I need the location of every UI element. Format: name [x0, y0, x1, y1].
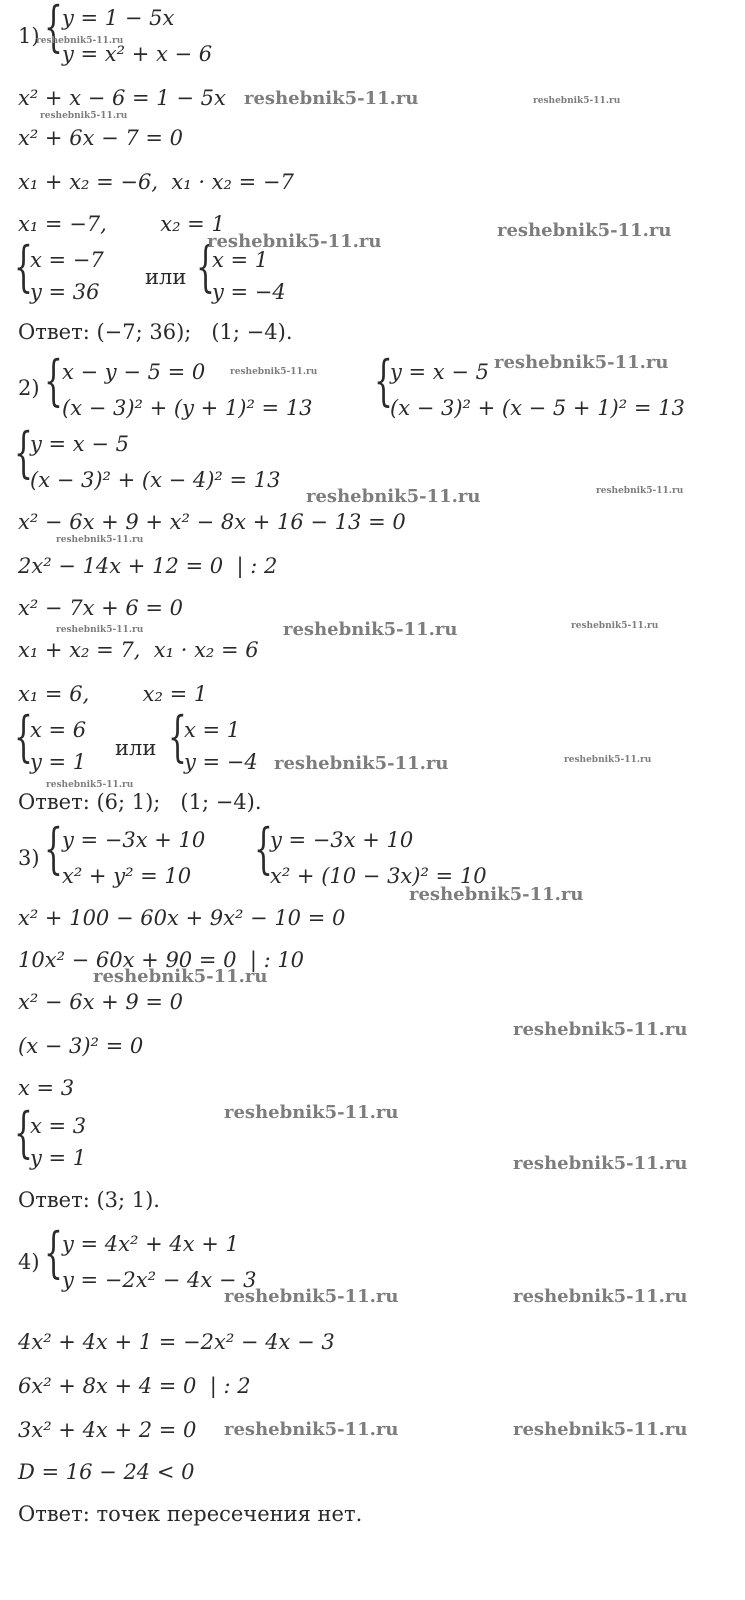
- problem-1-case1-y: y = 36: [30, 280, 100, 304]
- watermark: reshebnik5-11.ru: [409, 884, 584, 905]
- problem-1-system-eq2: y = x² + x − 6: [62, 42, 213, 66]
- problem-4-system-eq1: y = 4x² + 4x + 1: [62, 1232, 239, 1256]
- watermark: reshebnik5-11.ru: [224, 1286, 399, 1307]
- problem-2-case2-brace: {: [168, 705, 187, 768]
- problem-4-step-3: 3x² + 4x + 2 = 0: [18, 1418, 197, 1442]
- watermark: reshebnik5-11.ru: [274, 753, 449, 774]
- problem-1-step-1: x² + x − 6 = 1 − 5x: [18, 86, 226, 110]
- problem-3-system-eq1: y = −3x + 10: [62, 828, 206, 852]
- problem-2-system-c-eq2: (x − 3)² + (x − 4)² = 13: [30, 468, 281, 492]
- watermark: reshebnik5-11.ru: [513, 1286, 688, 1307]
- watermark: reshebnik5-11.ru: [207, 231, 382, 252]
- problem-4-answer: Ответ: точек пересечения нет.: [18, 1502, 363, 1526]
- problem-3-step-1: x² + 100 − 60x + 9x² − 10 = 0: [18, 906, 346, 930]
- watermark: reshebnik5-11.ru: [230, 367, 318, 377]
- problem-2-or: или: [115, 736, 157, 760]
- problem-3-step-3: x² − 6x + 9 = 0: [18, 990, 184, 1014]
- problem-2-system-b-brace: {: [374, 349, 393, 412]
- watermark: reshebnik5-11.ru: [56, 625, 144, 635]
- watermark: reshebnik5-11.ru: [533, 96, 621, 106]
- problem-3-answer: Ответ: (3; 1).: [18, 1188, 160, 1212]
- problem-2-system-b-eq1: y = x − 5: [390, 360, 489, 384]
- watermark: reshebnik5-11.ru: [283, 619, 458, 640]
- watermark: reshebnik5-11.ru: [40, 111, 128, 121]
- problem-1-system-brace: {: [44, 0, 63, 58]
- problem-1-case2-x: x = 1: [212, 248, 269, 272]
- problem-2-case2-y: y = −4: [184, 750, 258, 774]
- watermark: reshebnik5-11.ru: [36, 36, 124, 46]
- problem-2-system-c-brace: {: [14, 421, 33, 484]
- problem-4-step-4: D = 16 − 24 < 0: [18, 1460, 195, 1484]
- problem-4-system-eq2: y = −2x² − 4x − 3: [62, 1268, 257, 1292]
- watermark: reshebnik5-11.ru: [596, 486, 684, 496]
- problem-2-step-4: x₁ + x₂ = 7, x₁ · x₂ = 6: [18, 638, 259, 662]
- problem-2-step-2: 2x² − 14x + 12 = 0 | : 2: [18, 554, 278, 578]
- problem-1-step-3: x₁ + x₂ = −6, x₁ · x₂ = −7: [18, 170, 294, 194]
- problem-3-step-4: (x − 3)² = 0: [18, 1034, 144, 1058]
- watermark: reshebnik5-11.ru: [224, 1102, 399, 1123]
- problem-2-case2-x: x = 1: [184, 718, 241, 742]
- problem-3-case1-y: y = 1: [30, 1146, 87, 1170]
- problem-1-step-4: x₁ = −7, x₂ = 1: [18, 212, 225, 236]
- problem-2-system-b-eq2: (x − 3)² + (x − 5 + 1)² = 13: [390, 396, 685, 420]
- problem-2-system-c-eq1: y = x − 5: [30, 432, 129, 456]
- watermark: reshebnik5-11.ru: [513, 1419, 688, 1440]
- problem-2-system-eq1: x − y − 5 = 0: [62, 360, 206, 384]
- problem-3-step-2: 10x² − 60x + 90 = 0 | : 10: [18, 948, 305, 972]
- watermark: reshebnik5-11.ru: [571, 621, 659, 631]
- problem-1-case1-x: x = −7: [30, 248, 104, 272]
- problem-3-system-eq2: x² + y² = 10: [62, 864, 192, 888]
- watermark: reshebnik5-11.ru: [244, 88, 419, 109]
- problem-3-case1-brace: {: [14, 1101, 33, 1164]
- problem-1-case2-brace: {: [196, 235, 215, 298]
- problem-3-system-brace: {: [44, 817, 63, 880]
- problem-1-case2-y: y = −4: [212, 280, 286, 304]
- watermark: reshebnik5-11.ru: [306, 486, 481, 507]
- problem-3-system-b-brace: {: [254, 817, 273, 880]
- problem-4-step-2: 6x² + 8x + 4 = 0 | : 2: [18, 1374, 251, 1398]
- problem-4-step-1: 4x² + 4x + 1 = −2x² − 4x − 3: [18, 1330, 335, 1354]
- problem-4-number: 4): [18, 1250, 40, 1274]
- problem-2-number: 2): [18, 376, 40, 400]
- problem-3-step-5: x = 3: [18, 1076, 75, 1100]
- watermark: reshebnik5-11.ru: [224, 1419, 399, 1440]
- watermark: reshebnik5-11.ru: [56, 535, 144, 545]
- problem-4-system-brace: {: [44, 1221, 63, 1284]
- problem-1-answer: Ответ: (−7; 36); (1; −4).: [18, 320, 293, 344]
- problem-1-step-2: x² + 6x − 7 = 0: [18, 126, 184, 150]
- watermark: reshebnik5-11.ru: [513, 1019, 688, 1040]
- problem-1-case1-brace: {: [14, 235, 33, 298]
- watermark: reshebnik5-11.ru: [93, 966, 268, 987]
- problem-3-system-b-eq1: y = −3x + 10: [270, 828, 414, 852]
- problem-2-system-eq2: (x − 3)² + (y + 1)² = 13: [62, 396, 313, 420]
- watermark: reshebnik5-11.ru: [564, 755, 652, 765]
- watermark: reshebnik5-11.ru: [494, 352, 669, 373]
- problem-2-case1-y: y = 1: [30, 750, 87, 774]
- problem-1-number: 1): [18, 24, 40, 48]
- problem-1-or: или: [145, 265, 187, 289]
- problem-2-step-1: x² − 6x + 9 + x² − 8x + 16 − 13 = 0: [18, 510, 406, 534]
- problem-2-step-5: x₁ = 6, x₂ = 1: [18, 682, 208, 706]
- problem-1-system-eq1: y = 1 − 5x: [62, 6, 175, 30]
- problem-3-number: 3): [18, 846, 40, 870]
- watermark: reshebnik5-11.ru: [497, 220, 672, 241]
- problem-2-step-3: x² − 7x + 6 = 0: [18, 596, 184, 620]
- problem-2-answer: Ответ: (6; 1); (1; −4).: [18, 790, 262, 814]
- problem-2-case1-brace: {: [14, 705, 33, 768]
- problem-2-case1-x: x = 6: [30, 718, 87, 742]
- watermark: reshebnik5-11.ru: [513, 1153, 688, 1174]
- problem-3-system-b-eq2: x² + (10 − 3x)² = 10: [270, 864, 487, 888]
- problem-3-case1-x: x = 3: [30, 1114, 87, 1138]
- watermark: reshebnik5-11.ru: [46, 780, 134, 790]
- problem-2-system-brace: {: [44, 349, 63, 412]
